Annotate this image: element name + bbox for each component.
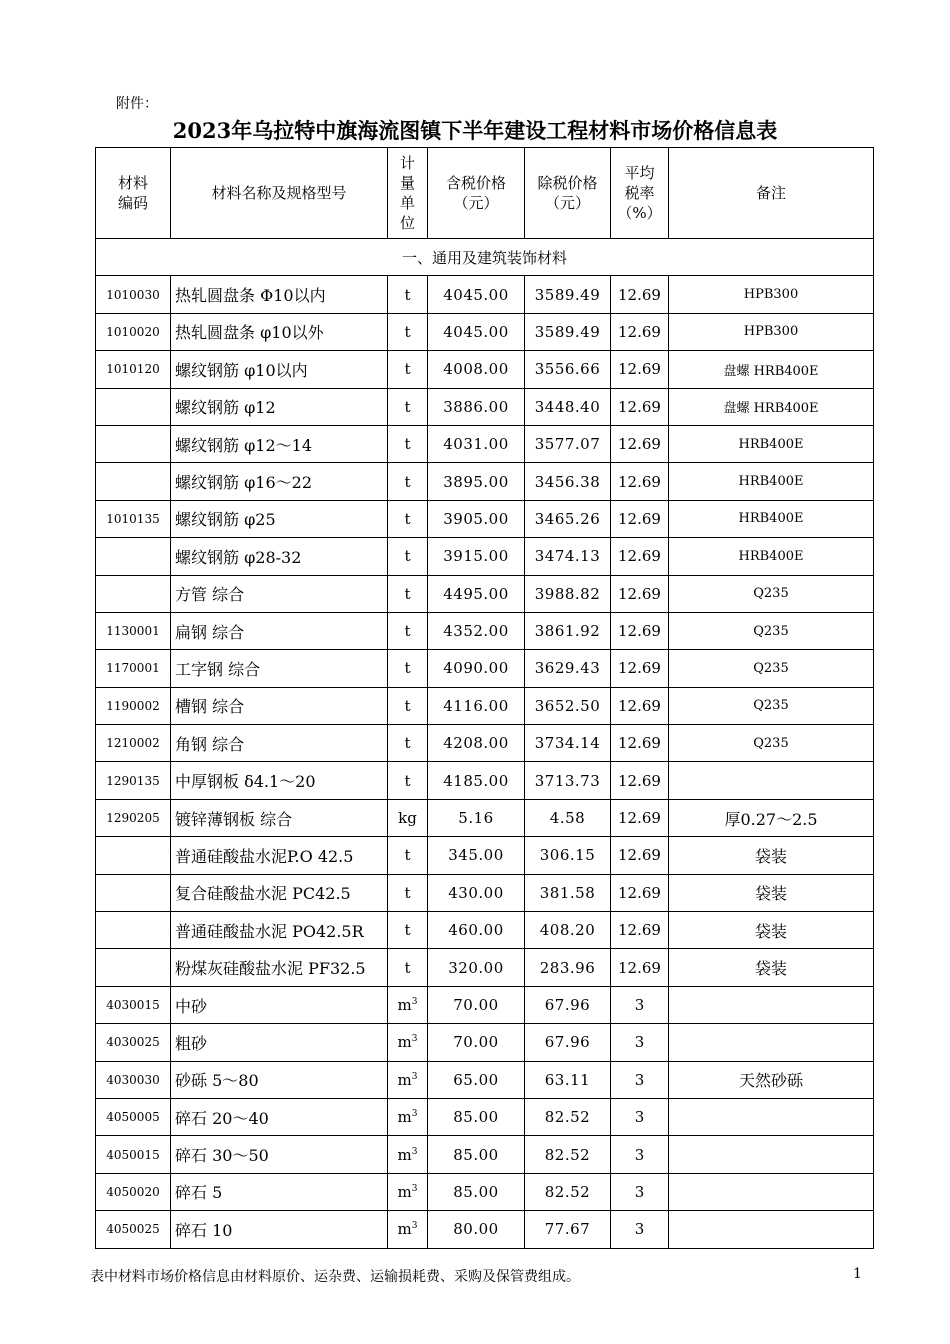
table-row	[96, 463, 874, 500]
unit: t	[388, 463, 428, 500]
price-without-tax: 77.67	[525, 1211, 611, 1248]
tax-rate: 12.69	[611, 575, 669, 612]
price-without-tax: 63.11	[525, 1061, 611, 1098]
tax-rate: 12.69	[611, 725, 669, 762]
price-with-tax: 80.00	[428, 1211, 525, 1248]
price-without-tax: 3556.66	[525, 351, 611, 388]
remark: 袋装	[669, 837, 874, 874]
attachment-label: 附件：	[116, 96, 158, 112]
header-unit: 计 量 单 位	[388, 148, 428, 239]
remark	[669, 986, 874, 1023]
material-name: 热轧圆盘条 Φ10以内	[171, 276, 388, 313]
header-code: 材料 编码	[96, 148, 171, 239]
material-name: 碎石 20～40	[171, 1098, 388, 1135]
unit: $m^3$	[388, 1136, 428, 1173]
material-code	[96, 538, 171, 575]
table-row	[96, 1024, 874, 1061]
remark	[669, 1173, 874, 1210]
material-name: 螺纹钢筋 φ12	[171, 388, 388, 425]
price-without-tax: 3474.13	[525, 538, 611, 575]
material-name: 螺纹钢筋 φ28-32	[171, 538, 388, 575]
price-without-tax: 3589.49	[525, 313, 611, 350]
unit: t	[388, 388, 428, 425]
material-code: 1210002	[96, 725, 171, 762]
table-row	[96, 762, 874, 799]
price-with-tax: 70.00	[428, 1024, 525, 1061]
tax-rate: 12.69	[611, 425, 669, 462]
unit: t	[388, 837, 428, 874]
price-with-tax: 4045.00	[428, 313, 525, 350]
material-name: 镀锌薄钢板 综合	[171, 799, 388, 836]
price-without-tax: 3448.40	[525, 388, 611, 425]
tax-rate: 12.69	[611, 612, 669, 649]
material-name: 角钢 综合	[171, 725, 388, 762]
remark: 盘螺 HRB400E	[669, 351, 874, 388]
tax-rate: 12.69	[611, 388, 669, 425]
tax-rate: 12.69	[611, 351, 669, 388]
table-row	[96, 351, 874, 388]
table-row	[96, 949, 874, 986]
price-without-tax: 381.58	[525, 874, 611, 911]
price-without-tax: 3861.92	[525, 612, 611, 649]
tax-rate: 12.69	[611, 687, 669, 724]
price-with-tax: 85.00	[428, 1098, 525, 1135]
table-row	[96, 612, 874, 649]
unit: t	[388, 538, 428, 575]
material-name: 方管 综合	[171, 575, 388, 612]
table-row	[96, 799, 874, 836]
unit: t	[388, 313, 428, 350]
price-with-tax: 4185.00	[428, 762, 525, 799]
remark	[669, 1211, 874, 1248]
price-without-tax: 3456.38	[525, 463, 611, 500]
table-row	[96, 912, 874, 949]
price-without-tax: 306.15	[525, 837, 611, 874]
material-code: 4050020	[96, 1173, 171, 1210]
remark: Q235	[669, 725, 874, 762]
tax-rate: 12.69	[611, 276, 669, 313]
header-remark: 备注	[669, 148, 874, 239]
unit: $m^3$	[388, 1098, 428, 1135]
remark	[669, 1024, 874, 1061]
page-number: 1	[853, 1266, 862, 1282]
price-with-tax: 460.00	[428, 912, 525, 949]
unit: $m^3$	[388, 986, 428, 1023]
table-row	[96, 388, 874, 425]
remark	[669, 1136, 874, 1173]
material-name: 中砂	[171, 986, 388, 1023]
table-row	[96, 575, 874, 612]
price-table	[95, 147, 874, 1249]
remark: HPB300	[669, 313, 874, 350]
table-row	[96, 837, 874, 874]
price-without-tax: 82.52	[525, 1098, 611, 1135]
price-without-tax: 3589.49	[525, 276, 611, 313]
price-without-tax: 3988.82	[525, 575, 611, 612]
tax-rate: 12.69	[611, 313, 669, 350]
material-name: 螺纹钢筋 φ12～14	[171, 425, 388, 462]
remark: Q235	[669, 612, 874, 649]
material-code: 1010030	[96, 276, 171, 313]
header-row	[96, 148, 874, 239]
price-without-tax: 408.20	[525, 912, 611, 949]
price-with-tax: 4008.00	[428, 351, 525, 388]
header-price-tax: 含税价格 （元）	[428, 148, 525, 239]
material-name: 砂砾 5～80	[171, 1061, 388, 1098]
material-code	[96, 912, 171, 949]
tax-rate: 12.69	[611, 500, 669, 537]
remark: 天然砂砾	[669, 1061, 874, 1098]
material-name: 碎石 5	[171, 1173, 388, 1210]
remark: Q235	[669, 687, 874, 724]
material-code: 4030025	[96, 1024, 171, 1061]
unit: $m^3$	[388, 1173, 428, 1210]
remark	[669, 762, 874, 799]
price-with-tax: 4352.00	[428, 612, 525, 649]
price-without-tax: 3652.50	[525, 687, 611, 724]
material-code: 1170001	[96, 650, 171, 687]
material-code: 4050015	[96, 1136, 171, 1173]
price-without-tax: 3577.07	[525, 425, 611, 462]
section-row	[96, 239, 874, 276]
table-row	[96, 1136, 874, 1173]
price-with-tax: 4090.00	[428, 650, 525, 687]
price-without-tax: 67.96	[525, 986, 611, 1023]
material-name: 螺纹钢筋 φ10以内	[171, 351, 388, 388]
unit: t	[388, 912, 428, 949]
material-code: 1290135	[96, 762, 171, 799]
unit: $m^3$	[388, 1061, 428, 1098]
material-code	[96, 463, 171, 500]
table-row	[96, 1173, 874, 1210]
material-code: 4050005	[96, 1098, 171, 1135]
price-with-tax: 4031.00	[428, 425, 525, 462]
price-with-tax: 320.00	[428, 949, 525, 986]
tax-rate: 12.69	[611, 874, 669, 911]
tax-rate: 12.69	[611, 538, 669, 575]
table-row	[96, 313, 874, 350]
material-code	[96, 575, 171, 612]
price-without-tax: 3734.14	[525, 725, 611, 762]
remark: 袋装	[669, 874, 874, 911]
price-with-tax: 430.00	[428, 874, 525, 911]
price-without-tax: 67.96	[525, 1024, 611, 1061]
material-code	[96, 874, 171, 911]
price-with-tax: 3886.00	[428, 388, 525, 425]
material-code: 4030015	[96, 986, 171, 1023]
material-name: 碎石 30～50	[171, 1136, 388, 1173]
unit: t	[388, 351, 428, 388]
price-with-tax: 4495.00	[428, 575, 525, 612]
remark: 袋装	[669, 912, 874, 949]
material-code	[96, 949, 171, 986]
price-without-tax: 3713.73	[525, 762, 611, 799]
material-code	[96, 388, 171, 425]
table-row	[96, 1211, 874, 1248]
tax-rate: 12.69	[611, 837, 669, 874]
price-with-tax: 5.16	[428, 799, 525, 836]
table-row	[96, 650, 874, 687]
tax-rate: 3	[611, 986, 669, 1023]
remark: Q235	[669, 575, 874, 612]
remark: HRB400E	[669, 425, 874, 462]
price-without-tax: 3465.26	[525, 500, 611, 537]
material-name: 螺纹钢筋 φ25	[171, 500, 388, 537]
header-rate: 平均 税率 （%）	[611, 148, 669, 239]
price-without-tax: 82.52	[525, 1136, 611, 1173]
tax-rate: 3	[611, 1173, 669, 1210]
table-row	[96, 874, 874, 911]
price-without-tax: 82.52	[525, 1173, 611, 1210]
remark: HRB400E	[669, 463, 874, 500]
price-with-tax: 4116.00	[428, 687, 525, 724]
unit: t	[388, 949, 428, 986]
remark: 袋装	[669, 949, 874, 986]
remark	[669, 1098, 874, 1135]
material-name: 普通硅酸盐水泥 PO42.5R	[171, 912, 388, 949]
unit: $m^3$	[388, 1211, 428, 1248]
tax-rate: 12.69	[611, 799, 669, 836]
tax-rate: 3	[611, 1136, 669, 1173]
material-code	[96, 837, 171, 874]
footer-note: 表中材料市场价格信息由材料原价、运杂费、运输损耗费、采购及保管费组成。	[90, 1269, 580, 1285]
table-row	[96, 500, 874, 537]
remark: Q235	[669, 650, 874, 687]
section-title: 一、通用及建筑装饰材料	[96, 239, 874, 276]
header-price-notax: 除税价格 （元）	[525, 148, 611, 239]
material-code: 1190002	[96, 687, 171, 724]
material-name: 螺纹钢筋 φ16～22	[171, 463, 388, 500]
unit: t	[388, 500, 428, 537]
unit: t	[388, 650, 428, 687]
remark: HPB300	[669, 276, 874, 313]
table-row	[96, 276, 874, 313]
table-row	[96, 1098, 874, 1135]
unit: t	[388, 575, 428, 612]
material-code: 1290205	[96, 799, 171, 836]
tax-rate: 12.69	[611, 912, 669, 949]
unit: t	[388, 725, 428, 762]
header-name: 材料名称及规格型号	[171, 148, 388, 239]
unit: t	[388, 762, 428, 799]
tax-rate: 12.69	[611, 762, 669, 799]
price-without-tax: 4.58	[525, 799, 611, 836]
material-code: 1130001	[96, 612, 171, 649]
table-row	[96, 725, 874, 762]
material-code: 1010135	[96, 500, 171, 537]
unit: kg	[388, 799, 428, 836]
material-name: 工字钢 综合	[171, 650, 388, 687]
price-with-tax: 65.00	[428, 1061, 525, 1098]
material-code	[96, 425, 171, 462]
price-with-tax: 85.00	[428, 1136, 525, 1173]
price-with-tax: 70.00	[428, 986, 525, 1023]
material-name: 扁钢 综合	[171, 612, 388, 649]
material-name: 热轧圆盘条 φ10以外	[171, 313, 388, 350]
tax-rate: 12.69	[611, 650, 669, 687]
material-name: 槽钢 综合	[171, 687, 388, 724]
table-row	[96, 986, 874, 1023]
material-code: 4030030	[96, 1061, 171, 1098]
tax-rate: 12.69	[611, 949, 669, 986]
remark: HRB400E	[669, 500, 874, 537]
table-row	[96, 425, 874, 462]
price-with-tax: 3895.00	[428, 463, 525, 500]
unit: $m^3$	[388, 1024, 428, 1061]
price-with-tax: 4045.00	[428, 276, 525, 313]
price-with-tax: 3915.00	[428, 538, 525, 575]
price-without-tax: 3629.43	[525, 650, 611, 687]
unit: t	[388, 612, 428, 649]
material-code: 1010020	[96, 313, 171, 350]
price-with-tax: 85.00	[428, 1173, 525, 1210]
remark: 厚0.27～2.5	[669, 799, 874, 836]
tax-rate: 3	[611, 1098, 669, 1135]
material-name: 复合硅酸盐水泥 PC42.5	[171, 874, 388, 911]
material-name: 碎石 10	[171, 1211, 388, 1248]
tax-rate: 12.69	[611, 463, 669, 500]
tax-rate: 3	[611, 1024, 669, 1061]
table-row	[96, 538, 874, 575]
tax-rate: 3	[611, 1211, 669, 1248]
material-name: 中厚钢板 δ4.1～20	[171, 762, 388, 799]
table-row	[96, 687, 874, 724]
remark: 盘螺 HRB400E	[669, 388, 874, 425]
table-row	[96, 1061, 874, 1098]
unit: t	[388, 276, 428, 313]
material-name: 普通硅酸盐水泥P.O 42.5	[171, 837, 388, 874]
unit: t	[388, 687, 428, 724]
price-with-tax: 3905.00	[428, 500, 525, 537]
material-code: 4050025	[96, 1211, 171, 1248]
tax-rate: 3	[611, 1061, 669, 1098]
price-without-tax: 283.96	[525, 949, 611, 986]
price-with-tax: 345.00	[428, 837, 525, 874]
unit: t	[388, 874, 428, 911]
material-name: 粗砂	[171, 1024, 388, 1061]
page-title: 2023年乌拉特中旗海流图镇下半年建设工程材料市场价格信息表	[172, 118, 778, 143]
price-with-tax: 4208.00	[428, 725, 525, 762]
material-name: 粉煤灰硅酸盐水泥 PF32.5	[171, 949, 388, 986]
remark: HRB400E	[669, 538, 874, 575]
unit: t	[388, 425, 428, 462]
material-code: 1010120	[96, 351, 171, 388]
